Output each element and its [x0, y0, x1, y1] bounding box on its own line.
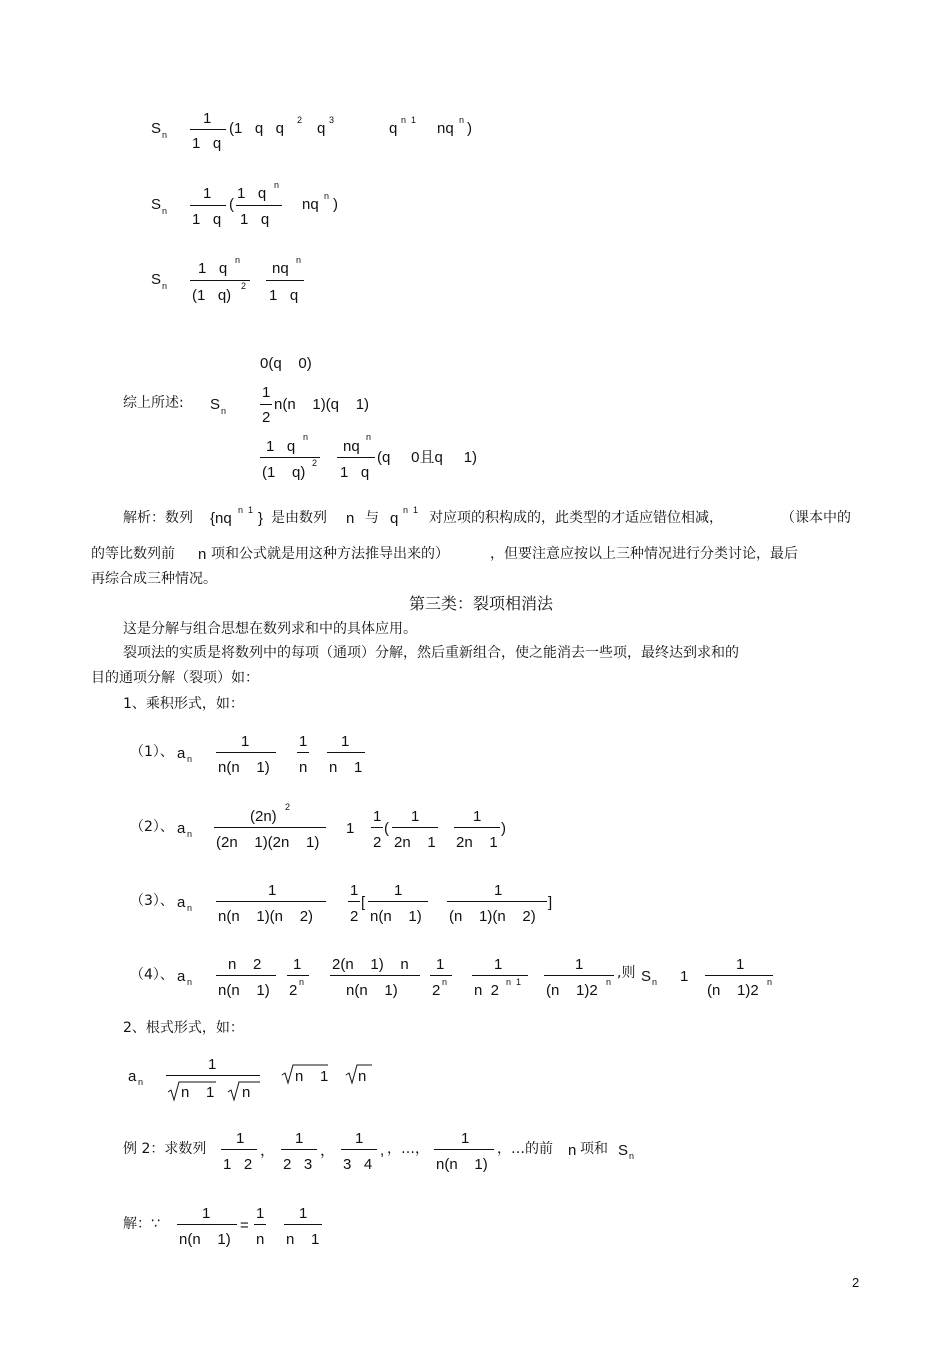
- case-zero: 0(q 0): [260, 355, 312, 372]
- an-symbol: a: [177, 745, 186, 762]
- exponent: n: [235, 255, 241, 265]
- fraction-denominator: n(n 1): [218, 759, 270, 776]
- radicand: n: [358, 1068, 367, 1085]
- fraction-bar: [190, 129, 226, 130]
- exponent: 2: [241, 281, 247, 291]
- exponent: n: [303, 432, 309, 442]
- fraction-numerator: 1: [736, 956, 745, 973]
- fraction-bar: [705, 975, 773, 976]
- fraction-denominator: 2: [262, 409, 271, 426]
- fraction-denominator: 1 q: [269, 287, 299, 304]
- fraction-denominator: 1 q: [192, 211, 222, 228]
- case-q-one: n(n 1)(q 1): [274, 396, 370, 413]
- text: 解析：数列: [123, 510, 193, 526]
- fraction-denominator: (1 q): [192, 287, 232, 304]
- an-symbol: a: [128, 1068, 137, 1085]
- fraction-bar: [430, 975, 452, 976]
- fraction-numerator: 1: [350, 882, 359, 899]
- fraction-denominator: 2n 1: [456, 834, 498, 851]
- fraction-bar: [216, 901, 326, 902]
- fraction-denominator: 2n 1: [394, 834, 436, 851]
- fraction-bar: [327, 752, 365, 753]
- fraction-denominator: n(n 1): [436, 1156, 488, 1173]
- fraction-denominator: 2: [373, 834, 382, 851]
- text: 与: [365, 510, 379, 526]
- item-label: （4）、: [130, 967, 174, 983]
- fraction-numerator: 1 q: [266, 438, 296, 455]
- paragraph: 这是分解与组合思想在数列求和中的具体应用。: [123, 621, 417, 637]
- term: 1: [680, 968, 689, 985]
- fraction-denominator: 1 q: [192, 135, 222, 152]
- fraction-bar: [337, 457, 375, 458]
- exponent: 2: [285, 802, 291, 812]
- list-heading: 1、乘积形式，如：: [123, 696, 244, 712]
- exponent: n: [366, 432, 372, 442]
- fraction-numerator: 1: [355, 1130, 364, 1147]
- expression: q: [317, 120, 326, 137]
- exponent: n: [459, 115, 465, 125]
- fraction-numerator: nq: [272, 260, 289, 277]
- fraction-numerator: 1: [411, 808, 420, 825]
- exponent: 2: [297, 115, 303, 125]
- fraction-numerator: 1: [262, 384, 271, 401]
- an-symbol: a: [177, 968, 186, 985]
- fraction-numerator: 1: [202, 1205, 211, 1222]
- item-label: （1）、: [130, 744, 174, 760]
- fraction-bar: [281, 1149, 317, 1150]
- fraction-denominator: n 1: [286, 1231, 320, 1248]
- subscript: n: [652, 977, 658, 987]
- text: ，但要注意应按以上三种情况进行分类讨论，最后: [490, 546, 798, 562]
- exponent: n: [324, 191, 330, 201]
- math: n: [346, 510, 355, 527]
- fraction-denominator: 1 q: [240, 211, 270, 228]
- subscript: n: [162, 206, 168, 216]
- sn-symbol: S: [210, 396, 221, 413]
- fraction-numerator: 1: [494, 956, 503, 973]
- fraction-denominator: 2: [289, 982, 298, 999]
- math: n: [568, 1142, 577, 1159]
- fraction-denominator: 1 q: [340, 464, 370, 481]
- summary-label: 综上所述:: [123, 395, 184, 411]
- fraction-bar: [236, 205, 282, 206]
- fraction-numerator: 2(n 1) n: [332, 956, 409, 973]
- math: {nq: [210, 510, 232, 527]
- equals: =: [240, 1217, 249, 1234]
- text: （课本中的: [781, 510, 851, 526]
- fraction-numerator: 1 q: [198, 260, 228, 277]
- exponent: n: [767, 977, 773, 987]
- fraction-bar: [447, 901, 547, 902]
- fraction-bar: [214, 827, 326, 828]
- fraction-denominator: 2: [432, 982, 441, 999]
- sn-symbol: S: [151, 120, 162, 137]
- radicand: n 1: [295, 1068, 329, 1085]
- subscript: n: [162, 281, 168, 291]
- item-label: （3）、: [130, 893, 174, 909]
- fraction-denominator: n 1: [329, 759, 363, 776]
- fraction-denominator: (1 q): [262, 464, 306, 481]
- fraction-numerator: 1: [575, 956, 584, 973]
- fraction-denominator: 1 2: [223, 1156, 253, 1173]
- fraction-bar: [341, 1149, 377, 1150]
- fraction-bar: [266, 280, 304, 281]
- fraction-denominator: n: [256, 1231, 265, 1248]
- page-number: 2: [852, 1275, 860, 1290]
- fraction-bar: [297, 752, 309, 753]
- fraction-bar: [177, 1224, 237, 1225]
- fraction-numerator: 1: [299, 733, 308, 750]
- then-text: ,则: [617, 965, 636, 981]
- fraction-denominator: 2: [350, 908, 359, 925]
- fraction-numerator: (2n): [250, 808, 277, 825]
- fraction-denominator: 2 3: [283, 1156, 313, 1173]
- fraction-numerator: 1: [436, 956, 445, 973]
- fraction-numerator: 1: [394, 882, 403, 899]
- fraction-bar: [216, 975, 276, 976]
- math: }: [258, 510, 264, 527]
- item-label: （2）、: [130, 819, 174, 835]
- fraction-numerator: 1: [473, 808, 482, 825]
- fraction-bar: [221, 1149, 257, 1150]
- paren: ): [501, 820, 506, 837]
- fraction-bar: [284, 1224, 322, 1225]
- exponent: n: [296, 255, 302, 265]
- fraction-denominator: (n 1)(n 2): [449, 908, 536, 925]
- fraction-denominator: (n 1)2: [546, 982, 598, 999]
- subscript: n: [629, 1151, 635, 1161]
- fraction-bar: [544, 975, 614, 976]
- fraction-bar: [216, 752, 276, 753]
- separator: ,: [380, 1142, 385, 1159]
- fraction-denominator: n(n 1): [179, 1231, 231, 1248]
- fraction-bar: [330, 975, 420, 976]
- fraction-bar: [348, 901, 360, 902]
- subscript: n: [162, 130, 168, 140]
- paren: ): [467, 120, 472, 137]
- separator: ，: [260, 1142, 276, 1159]
- math: q: [390, 510, 399, 527]
- text: 对应项的积构成的，此类型的才适应错位相减，: [429, 510, 723, 526]
- fraction-denominator: n: [299, 759, 308, 776]
- subscript: n: [187, 903, 193, 913]
- expression: nq: [437, 120, 454, 137]
- exponent: n 1: [506, 977, 522, 987]
- sn-symbol: S: [641, 968, 652, 985]
- text: 的等比数列前: [91, 546, 175, 562]
- fraction-numerator: 1: [341, 733, 350, 750]
- exponent: n: [299, 977, 305, 987]
- subscript: n: [221, 406, 227, 416]
- fraction-numerator: 1: [373, 808, 382, 825]
- fraction-bar: [371, 827, 383, 828]
- exponent: n 1: [401, 115, 417, 125]
- fraction-bar: [260, 457, 320, 458]
- fraction-numerator: 1: [241, 733, 250, 750]
- section-title: 第三类：裂项相消法: [409, 594, 554, 613]
- radicand: n: [242, 1084, 251, 1101]
- fraction-bar: [190, 205, 226, 206]
- ellipsis: ，…，: [387, 1141, 429, 1157]
- fraction-numerator: 1: [203, 110, 212, 127]
- an-symbol: a: [177, 820, 186, 837]
- fraction-denominator: (n 1)2: [707, 982, 759, 999]
- an-symbol: a: [177, 894, 186, 911]
- text: 再综合成三种情况。: [91, 571, 217, 587]
- sn-symbol: S: [151, 196, 162, 213]
- fraction-bar: [287, 975, 309, 976]
- fraction-bar: [392, 827, 438, 828]
- expression: q: [389, 120, 398, 137]
- fraction-bar: [472, 975, 528, 976]
- expression: nq: [302, 196, 319, 213]
- fraction-numerator: 1: [299, 1205, 308, 1222]
- fraction-numerator: 1: [461, 1130, 470, 1147]
- fraction-numerator: 1 q: [237, 185, 267, 202]
- fraction-denominator: (2n 1)(2n 1): [216, 834, 320, 851]
- expression: (1 q q: [229, 120, 285, 137]
- exponent: n: [606, 977, 612, 987]
- sn-symbol: S: [618, 1142, 629, 1159]
- fraction-numerator: 1: [256, 1205, 265, 1222]
- text: 是由数列: [271, 510, 327, 526]
- fraction-denominator: n(n 1)(n 2): [218, 908, 314, 925]
- text: 项和公式就是用这种方法推导出来的）: [211, 546, 449, 562]
- fraction-denominator: n(n 1): [370, 908, 422, 925]
- fraction-numerator: n 2: [228, 956, 262, 973]
- separator: ，: [320, 1142, 336, 1159]
- fraction-bar: [454, 827, 500, 828]
- exponent: n 1: [403, 505, 419, 515]
- radicand: n 1: [181, 1084, 215, 1101]
- fraction-denominator: n(n 1): [346, 982, 398, 999]
- fraction-numerator: 1: [295, 1130, 304, 1147]
- subscript: n: [187, 829, 193, 839]
- subscript: n: [187, 754, 193, 764]
- fraction-numerator: 1: [268, 882, 277, 899]
- fraction-numerator: 1: [293, 956, 302, 973]
- fraction-numerator: 1: [494, 882, 503, 899]
- sn-symbol: S: [151, 271, 162, 288]
- term: 1: [346, 820, 355, 837]
- bracket: ]: [548, 894, 553, 911]
- exponent: n: [274, 180, 280, 190]
- exponent: 2: [312, 458, 318, 468]
- example-label: 例 2：求数列: [123, 1141, 207, 1157]
- fraction-denominator: 3 4: [343, 1156, 373, 1173]
- text: ，…的前: [497, 1141, 553, 1157]
- fraction-bar: [434, 1149, 494, 1150]
- fraction-numerator: 1: [236, 1130, 245, 1147]
- fraction-bar: [368, 901, 428, 902]
- fraction-numerator: 1: [208, 1056, 217, 1073]
- paragraph: 裂项法的实质是将数列中的每项（通项）分解，然后重新组合，使之能消去一些项，最终达到求和的: [123, 645, 739, 661]
- math: n: [198, 546, 207, 563]
- text: 项和: [580, 1141, 608, 1157]
- case-general: (q 0且q 1): [377, 449, 478, 466]
- bracket: [: [361, 894, 366, 911]
- solution-label: 解：∵: [123, 1216, 160, 1232]
- subscript: n: [138, 1077, 144, 1087]
- list-heading: 2、根式形式，如：: [123, 1020, 244, 1036]
- fraction-bar: [260, 404, 272, 405]
- fraction-denominator: n 2: [474, 982, 500, 999]
- fraction-numerator: nq: [343, 438, 360, 455]
- paren: ): [333, 196, 338, 213]
- paren: (: [229, 196, 234, 213]
- exponent: n: [442, 977, 448, 987]
- exponent: 3: [329, 115, 335, 125]
- fraction-bar: [254, 1224, 266, 1225]
- subscript: n: [187, 977, 193, 987]
- fraction-numerator: 1: [203, 185, 212, 202]
- fraction-bar: [166, 1075, 260, 1076]
- fraction-denominator: n(n 1): [218, 982, 270, 999]
- exponent: n 1: [238, 505, 254, 515]
- paragraph: 目的通项分解（裂项）如：: [91, 670, 259, 686]
- paren: (: [384, 820, 389, 837]
